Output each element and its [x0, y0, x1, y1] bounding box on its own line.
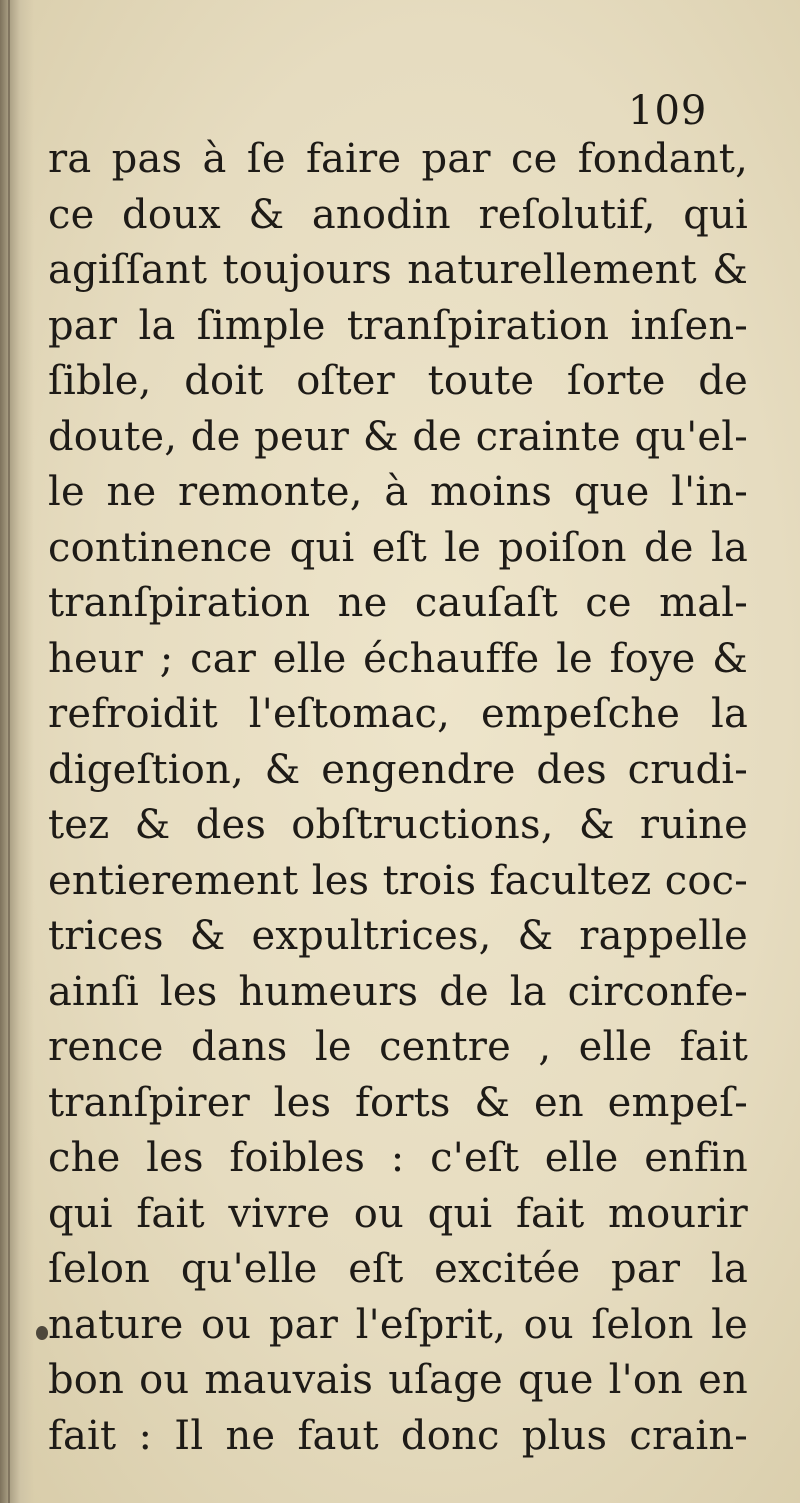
text-line: rence dans le centre , elle fait — [48, 1024, 748, 1070]
text-line: ainſi les humeurs de la circonfe- — [48, 968, 748, 1015]
text-line: digeſtion, & engendre des crudi- — [48, 746, 748, 793]
text-line: trices & expultrices, & rappelle — [48, 913, 748, 959]
text-line: par la ſimple tranſpiration inſen- — [48, 302, 748, 349]
ink-blot — [36, 1326, 48, 1340]
text-line: bon ou mauvais uſage que l'on en — [48, 1357, 748, 1403]
text-line: tranſpirer les forts & en empeſ- — [48, 1079, 748, 1126]
text-line: ra pas à ſe faire par ce fondant, — [48, 136, 748, 182]
text-line: agiſſant toujours naturellement & — [48, 247, 748, 293]
text-line: ſible, doit oſter toute ſorte de — [48, 358, 748, 404]
text-line: doute, de peur & de crainte qu'el- — [48, 413, 748, 460]
page-number: 109 — [628, 88, 708, 134]
text-line: continence qui eſt le poiſon de la — [48, 524, 748, 571]
page-gutter — [0, 0, 34, 1503]
text-line: ce doux & anodin reſolutif, qui — [48, 191, 748, 238]
text-line: qui fait vivre ou qui fait mourir — [48, 1190, 748, 1237]
text-line: refroidit l'eſtomac, empeſche la — [48, 691, 748, 737]
text-line: entierement les trois facultez coc- — [48, 857, 748, 904]
binding-edge — [8, 0, 10, 1503]
text-line: nature ou par l'eſprit, ou ſelon le — [48, 1301, 748, 1348]
text-line: ſelon qu'elle eſt excitée par la — [48, 1246, 748, 1292]
text-line: tranſpiration ne cauſaſt ce mal- — [48, 580, 748, 626]
text-line: fait : Il ne faut donc plus crain- — [48, 1412, 748, 1459]
text-line: tez & des obſtructions, & ruine — [48, 802, 748, 848]
text-line: heur ; car elle échauffe le foye & — [48, 635, 748, 682]
text-line: le ne remonte, à moins que l'in- — [48, 469, 748, 515]
body-text — [48, 132, 748, 1464]
text-line: che les foibles : c'eſt elle enfin — [48, 1135, 748, 1181]
